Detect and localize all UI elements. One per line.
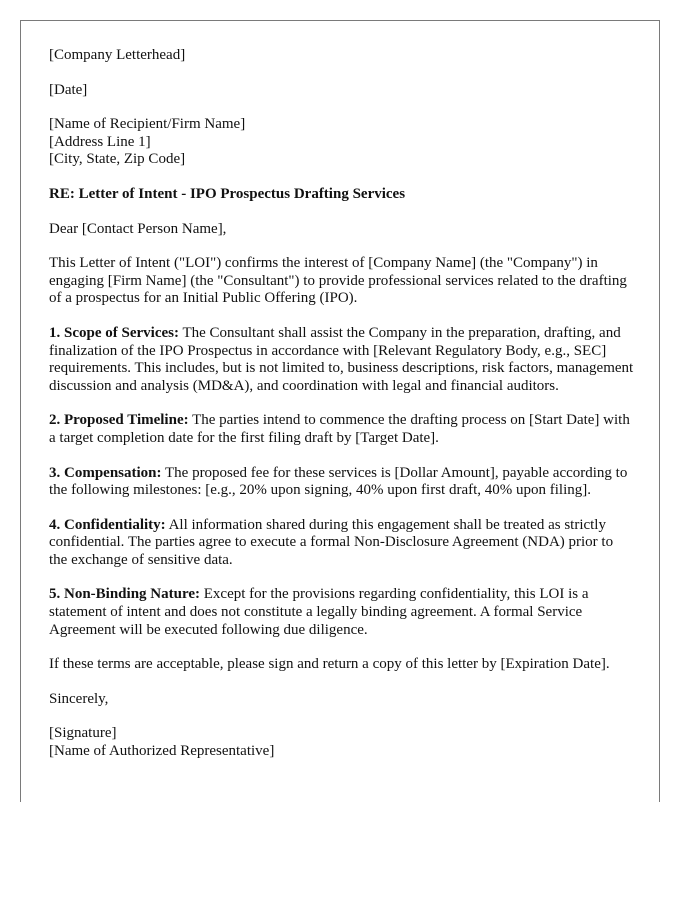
section-text: The proposed fee for these services is [Dollar Amount], payable according to the following milestones: [e.g., 20% upon signing, 40% upon first draft, 40% upon filing].: [49, 464, 628, 499]
section-text: The parties intend to commence the drafting process on [Start Date] with a target completion date for the first filing draft by [Target Date].: [49, 412, 630, 446]
salutation: Dear [Contact Person Name],: [49, 220, 227, 237]
signatory-name: [Name of Authorized Representative]: [49, 743, 275, 760]
signature-placeholder: [Signature]: [49, 725, 117, 742]
recipient-city-state-zip: [City, State, Zip Code]: [49, 151, 186, 168]
recipient-block: [49, 116, 635, 169]
section-confidentiality: [49, 517, 635, 570]
section-heading: 4. Confidentiality:: [49, 516, 166, 533]
section-text: The Consultant shall assist the Company in the preparation, drafting, and finalization of the IPO Prospectus in accordance with [Relevant Regulatory Body, e.g., SEC] requirements. This includes, but is not limited to, business descriptions, risk factors, management discussion and analysis (MD&A), and coordination with legal and financial auditors.: [49, 324, 634, 394]
letter-date: [Date]: [49, 81, 88, 98]
intro-paragraph: This Letter of Intent ("LOI") confirms the interest of [Company Name] (the "Company") in engaging [Firm Name] (the "Consultant") to provide professional services related to the drafting of a prospectus for an Initial Public Offering (IPO).: [49, 255, 627, 307]
sign-off: Sincerely,: [49, 690, 109, 707]
subject-line: RE: Letter of Intent - IPO Prospectus Drafting Services: [49, 185, 406, 202]
section-heading: 3. Compensation:: [49, 464, 162, 481]
closing-request: If these terms are acceptable, please sign and return a copy of this letter by [Expiration Date].: [49, 656, 610, 673]
letter-page: [20, 20, 660, 802]
section-compensation: [49, 465, 635, 500]
signature-block: [49, 725, 635, 760]
letter-body: [21, 21, 659, 761]
section-heading: 5. Non-Binding Nature:: [49, 586, 200, 603]
section-scope: [49, 325, 635, 395]
section-text: Except for the provisions regarding confidentiality, this LOI is a statement of intent and does not constitute a legally binding agreement. A formal Service Agreement will be executed following due diligence.: [49, 586, 589, 638]
section-heading: 1. Scope of Services:: [49, 324, 179, 341]
section-timeline: [49, 412, 635, 447]
section-heading: 2. Proposed Timeline:: [49, 412, 189, 429]
letterhead: [Company Letterhead]: [49, 47, 186, 63]
section-non-binding: [49, 586, 635, 639]
recipient-address-line-1: [Address Line 1]: [49, 133, 151, 150]
section-text: All information shared during this engagement shall be treated as strictly confidential. The parties agree to execute a formal Non-Disclosure Agreement (NDA) prior to the exchange of sensitive data.: [49, 516, 614, 568]
recipient-name: [Name of Recipient/Firm Name]: [49, 116, 246, 133]
